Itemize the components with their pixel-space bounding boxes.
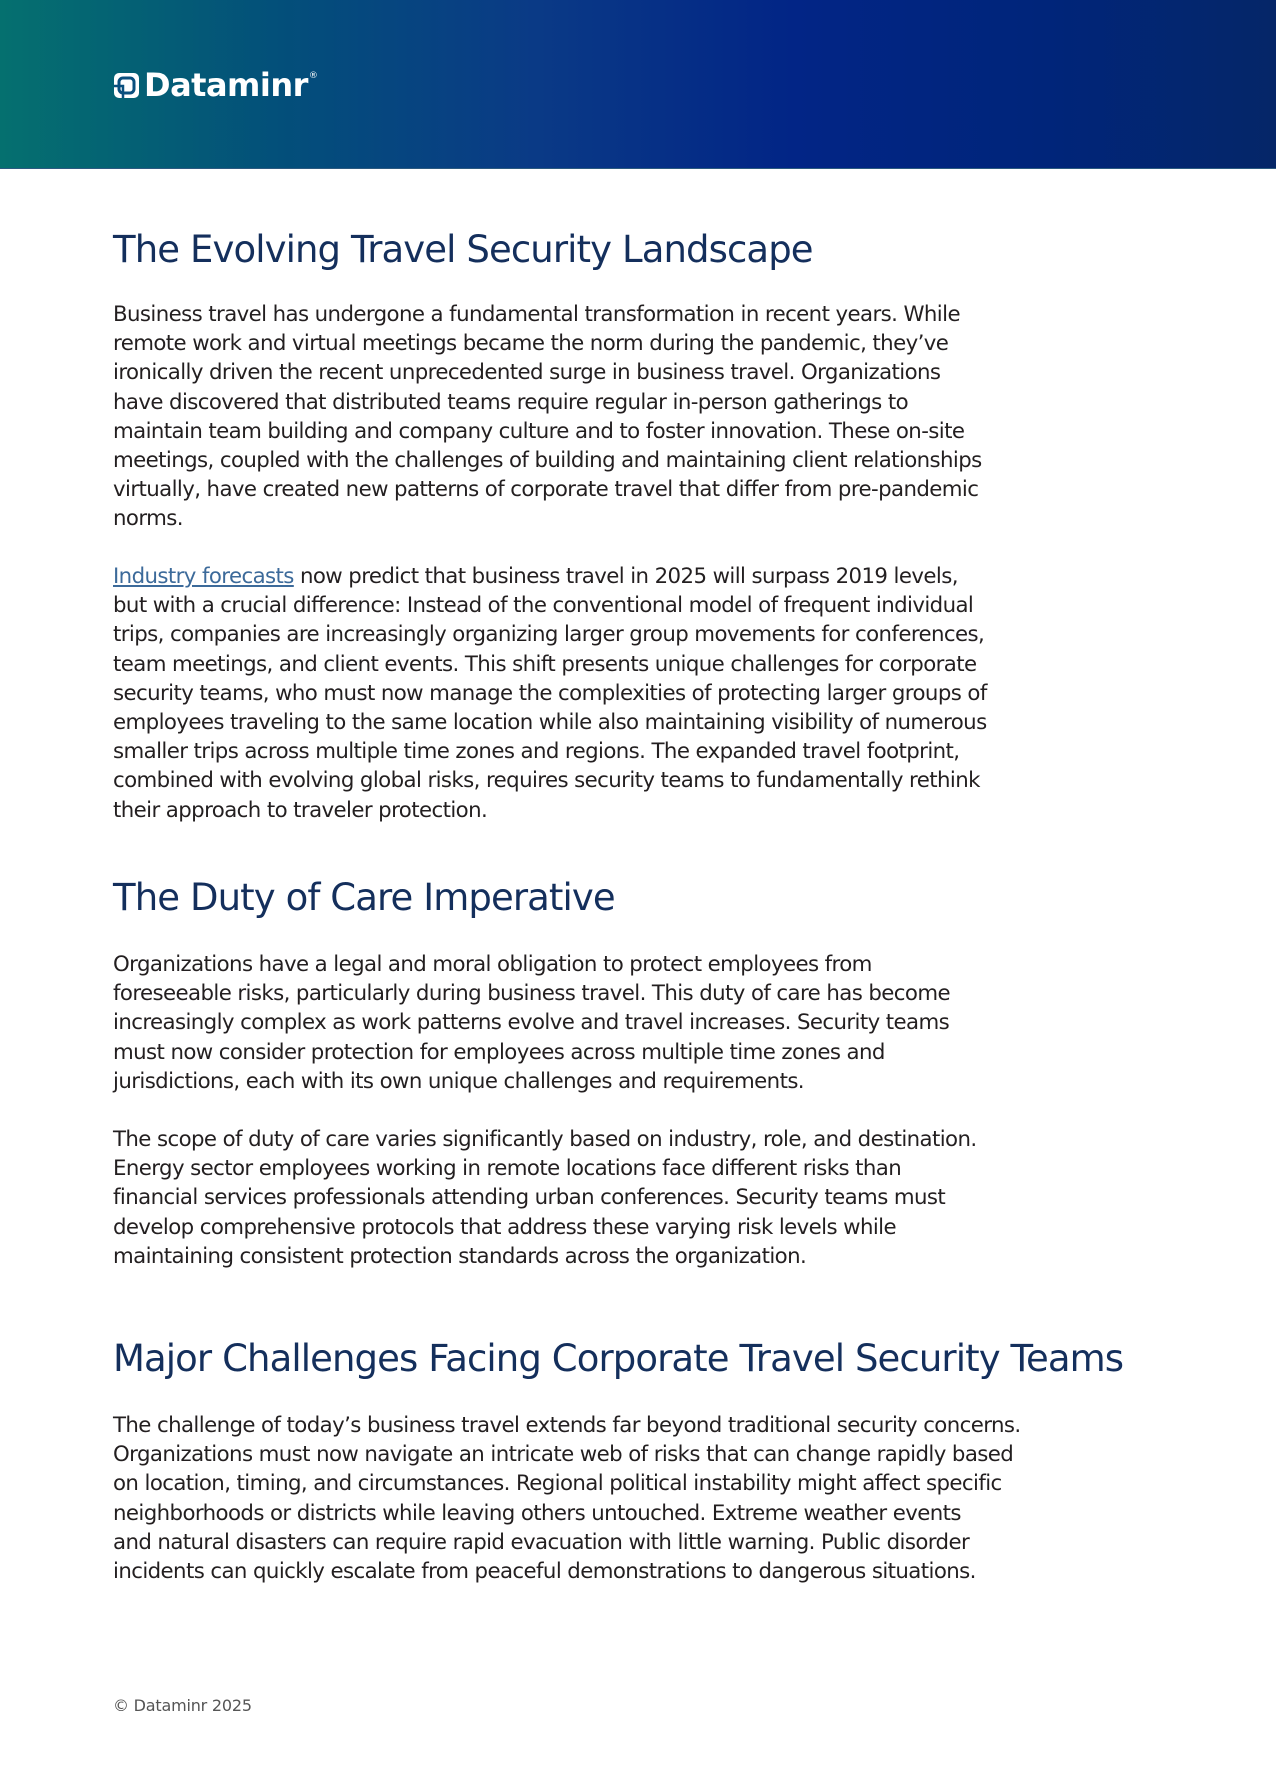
- text-line: on location, timing, and circumstances. Regional political instability might affect specific: [113, 1471, 1002, 1497]
- paragraph-scope-of-duty-of-care: [113, 1125, 977, 1271]
- text-line: security teams, who must now manage the complexities of protecting larger groups of: [113, 680, 987, 706]
- text-line: The scope of duty of care varies significantly based on industry, role, and destination.: [113, 1127, 977, 1152]
- text-line: maintaining consistent protection standards across the organization.: [113, 1243, 807, 1269]
- text-line: remote work and virtual meetings became the norm during the pandemic, they’ve: [113, 331, 949, 357]
- text-line: Organizations must now navigate an intricate web of risks that can change rapidly based: [113, 1442, 1014, 1468]
- paragraph-legal-moral-obligation: [113, 950, 950, 1096]
- text-line: team meetings, and client events. This shift presents unique challenges for corporate: [113, 651, 977, 677]
- registered-mark: ®: [308, 71, 318, 81]
- section-heading-duty-of-care: The Duty of Care Imperative: [113, 876, 615, 919]
- logo-wordmark: Dataminr: [144, 66, 308, 104]
- text-line: and natural disasters can require rapid evacuation with little warning. Public disorder: [113, 1529, 970, 1555]
- text-line: have discovered that distributed teams require regular in-person gatherings to: [113, 389, 909, 415]
- text-line: must now consider protection for employees across multiple time zones and: [113, 1039, 885, 1065]
- text-line: foreseeable risks, particularly during business travel. This duty of care has become: [113, 981, 950, 1007]
- text-line: their approach to traveler protection.: [113, 797, 488, 823]
- text-line: increasingly complex as work patterns evolve and travel increases. Security teams: [113, 1010, 950, 1036]
- text-line: jurisdictions, each with its own unique challenges and requirements.: [113, 1068, 804, 1094]
- text-line: Energy sector employees working in remote locations face different risks than: [113, 1156, 902, 1182]
- text-line: employees traveling to the same location while also maintaining visibility of numerous: [113, 710, 987, 736]
- text-line: norms.: [113, 506, 183, 532]
- paragraph-business-travel-transformation: [113, 300, 982, 534]
- footer-copyright: © Dataminr 2025: [113, 1696, 252, 1715]
- text-line: smaller trips across multiple time zones and regions. The expanded travel footprint,: [113, 739, 960, 765]
- text-line: but with a crucial difference: Instead of the conventional model of frequent individual: [113, 593, 974, 619]
- text-line: ironically driven the recent unprecedented surge in business travel. Organizations: [113, 360, 941, 386]
- section-heading-travel-security-landscape: The Evolving Travel Security Landscape: [113, 228, 813, 271]
- paragraph-todays-business-travel-challenge: [113, 1411, 1021, 1586]
- text-line: meetings, coupled with the challenges of building and maintaining client relationships: [113, 448, 982, 474]
- paragraph-industry-forecasts: [113, 562, 987, 825]
- text-line: maintain team building and company culture and to foster innovation. These on-site: [113, 418, 965, 444]
- text-line: trips, companies are increasingly organizing larger group movements for conferences,: [113, 622, 985, 648]
- text-line: financial services professionals attending urban conferences. Security teams must: [113, 1185, 946, 1211]
- text-line: [113, 562, 987, 591]
- dataminr-logo: [113, 68, 318, 102]
- text-line: incidents can quickly escalate from peaceful demonstrations to dangerous situations.: [113, 1559, 976, 1585]
- industry-forecasts-link[interactable]: Industry forecasts: [113, 564, 294, 589]
- dataminr-logo-mark-icon: [113, 72, 140, 99]
- text-line: neighborhoods or districts while leaving others untouched. Extreme weather events: [113, 1500, 961, 1526]
- text-line: Business travel has undergone a fundamental transformation in recent years. While: [113, 302, 960, 327]
- text-line: The challenge of today’s business travel extends far beyond traditional security concerns.: [113, 1413, 1021, 1438]
- text-line: combined with evolving global risks, requires security teams to fundamentally rethink: [113, 768, 980, 794]
- header-banner: [0, 0, 1276, 169]
- text-line: virtually, have created new patterns of corporate travel that differ from pre-pandemic: [113, 477, 979, 503]
- text-fragment: now predict that business travel in 2025 will surpass 2019 levels,: [293, 564, 958, 589]
- text-line: develop comprehensive protocols that address these varying risk levels while: [113, 1214, 897, 1240]
- text-line: Organizations have a legal and moral obligation to protect employees from: [113, 952, 872, 977]
- section-heading-major-challenges: Major Challenges Facing Corporate Travel Security Teams: [113, 1337, 1124, 1380]
